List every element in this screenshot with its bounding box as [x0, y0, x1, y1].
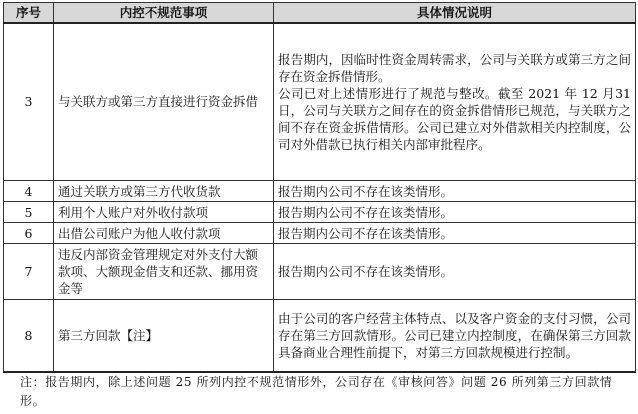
- table-row: [4, 300, 636, 372]
- row-control-issue: 第三方回款【注】: [54, 300, 274, 372]
- description-paragraph: 报告期内，因临时性资金周转需求，公司与关联方或第三方之间存在资金拆借情形。: [278, 51, 631, 84]
- table-row: [4, 181, 636, 202]
- description-paragraph: 报告期内公司不存在该类情形。: [278, 204, 454, 220]
- description-paragraph: 报告期内公司不存在该类情形。: [278, 183, 454, 199]
- row-description: [274, 223, 636, 244]
- description-paragraph: 公司已对上述情形进行了规范与整改。截至 2021 年 12 月31日，公司与关联方之间存在的资金拆借情形已规范，与关联方之间不存在资金拆借情形。公司已建立对外借款相关内控制度，公司对外借款已执行相关内部审批程序。: [278, 85, 631, 152]
- table-header-row: [4, 3, 636, 23]
- description-paragraph: 报告期内公司不存在该类情形。: [278, 225, 454, 241]
- header-serial-number: 序号: [4, 3, 54, 23]
- description-paragraph: 由于公司的客户经营主体特点、以及客户资金的支付习惯，公司存在第三方回款情形。公司已建立内控制度，在确保第三方回款具备商业合理性前提下，对第三方回款规模进行控制。: [278, 310, 631, 360]
- table-row: [4, 223, 636, 244]
- description-paragraph: 报告期内公司不存在该类情形。: [278, 264, 454, 279]
- row-serial-number: 5: [4, 202, 54, 223]
- table-row: [4, 244, 636, 300]
- row-control-issue: 通过关联方或第三方代收货款: [54, 181, 274, 202]
- row-description: [274, 244, 636, 300]
- row-serial-number: 4: [4, 181, 54, 202]
- row-description: [274, 23, 636, 181]
- row-description: [274, 300, 636, 372]
- row-control-issue: 利用个人账户对外收付款项: [54, 202, 274, 223]
- row-serial-number: 6: [4, 223, 54, 244]
- row-control-issue: 与关联方或第三方直接进行资金拆借: [54, 23, 274, 181]
- internal-control-table: [3, 2, 636, 373]
- row-control-issue: 出借公司账户为他人收付款项: [54, 223, 274, 244]
- header-control-issue: 内控不规范事项: [54, 3, 274, 23]
- row-description: [274, 181, 636, 202]
- header-description: 具体情况说明: [274, 3, 636, 23]
- row-control-issue: 违反内部资金管理规定对外支付大额款项、大额现金借支和还款、挪用资金等: [54, 244, 274, 300]
- row-serial-number: 7: [4, 244, 54, 300]
- row-description: [274, 202, 636, 223]
- table-row: [4, 23, 636, 181]
- row-serial-number: 8: [4, 300, 54, 372]
- table-row: [4, 202, 636, 223]
- footnote: 注：报告期内，除上述问题 25 所列内控不规范情形外，公司存在《审核问答》问题 26 所列第三方回款情形。: [20, 375, 613, 408]
- row-serial-number: 3: [4, 23, 54, 181]
